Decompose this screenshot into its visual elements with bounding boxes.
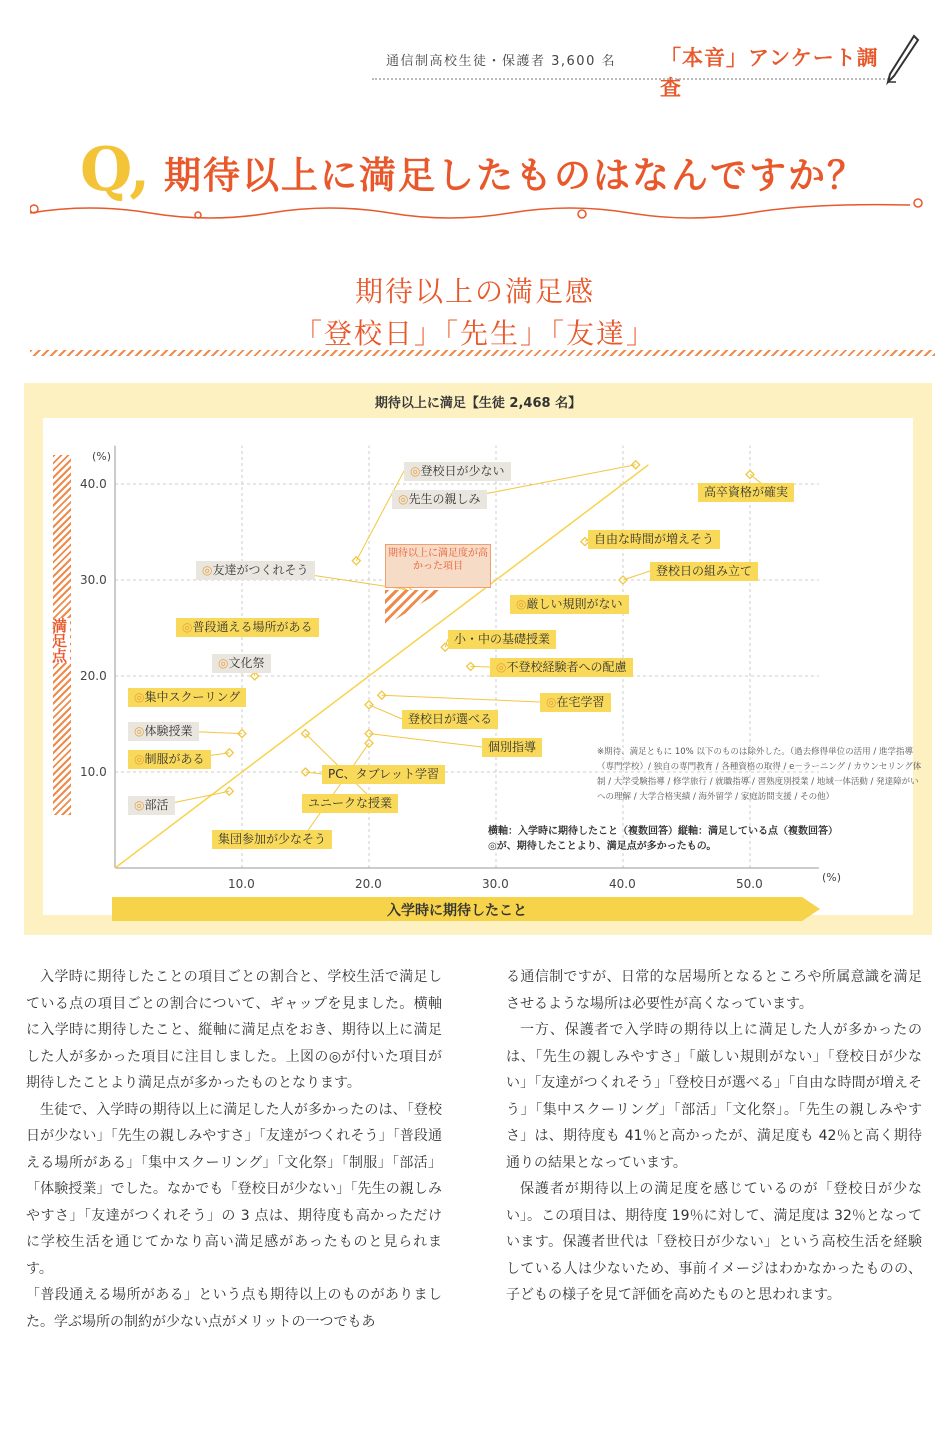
data-point-label-text: 登校日が選べる: [408, 712, 493, 726]
data-point-label-text: 登校日の組み立て: [656, 564, 753, 578]
marked-circle-icon: ◎: [182, 620, 193, 634]
data-point-label: [404, 462, 511, 481]
legend-line-2: ◎が、期待したことより、満足点が多かったもの。: [488, 841, 717, 852]
y-tick-label: 30.0: [80, 573, 107, 587]
article-paragraph: 生徒で、入学時の期待以上に満足した人が多かったのは、「登校日が少ない」「先生の親しみやすさ」「友達がつくれそう」「普段通える場所がある」「集中スクーリング」「文化祭」「制服」「部活」「体験授業」でした。なかでも「登校日が少ない」「先生の親しみやすさ」「友達がつくれそう」の 3 点は、期待度も高かっただけに学校生活を通じてかなり高い満足感があったものと見られます。: [26, 1101, 442, 1277]
data-point-label-text: 不登校経験者への配慮: [506, 660, 627, 674]
marked-circle-icon: ◎: [516, 597, 527, 611]
marked-circle-icon: ◎: [398, 492, 409, 506]
data-point-label: [128, 796, 175, 815]
label-leader-line: [471, 666, 490, 667]
header-title: 「本音」アンケート調査: [660, 46, 879, 100]
article-paragraph: 入学時に期待したことの項目ごとの割合と、学校生活で満足している点の項目ごとの割合について、ギャップを見ました。横軸に入学時に期待したこと、縦軸に満足点をおき、期待以上に満足した人が多かった項目に注目しました。上図の◎が付いた項目が期待したことより満足点が多かったものとなります。: [26, 969, 442, 1091]
article-paragraph: 「普段通える場所がある」という点も期待以上のものがありました。学ぶ場所の制約が少ない点がメリットの一つでもあ: [26, 1287, 442, 1330]
marked-circle-icon: ◎: [134, 690, 145, 704]
x-axis-label: 入学時に期待したこと: [387, 903, 527, 919]
data-point-label-text: 厳しい規則がない: [526, 597, 623, 611]
data-point-label: [196, 561, 315, 580]
chart-legend: [488, 824, 908, 854]
marked-circle-icon: ◎: [218, 656, 229, 670]
data-point-label-text: 体験授業: [144, 724, 193, 738]
summary-line-1: 期待以上の満足感: [354, 275, 595, 308]
data-point-label: [540, 693, 611, 712]
question-title: 期待以上に満足したものはなんですか？: [164, 154, 866, 197]
highlight-note: [385, 544, 491, 588]
data-point-label: [128, 688, 246, 707]
data-point-label-text: PC、タブレット学習: [328, 767, 440, 781]
data-point-label: [482, 738, 542, 757]
data-point-label-text: 自由な時間が増えそう: [594, 532, 715, 546]
x-tick-label: 30.0: [482, 877, 509, 891]
data-point-label-text: ユニークな授業: [308, 796, 393, 810]
data-point-label: [650, 562, 758, 581]
legend-line-1: 横軸：入学時に期待したこと（複数回答）縦軸：満足している点（複数回答）: [488, 826, 838, 837]
x-tick-label: 20.0: [355, 877, 382, 891]
data-point-label: [128, 750, 211, 769]
label-leader-line: [623, 571, 650, 580]
marked-circle-icon: ◎: [546, 695, 557, 709]
data-point-label: [698, 483, 794, 502]
x-axis-arrow: [802, 897, 820, 921]
label-leader-line: [382, 695, 540, 702]
marked-circle-icon: ◎: [134, 752, 145, 766]
data-point-label: [176, 618, 319, 637]
highlight-note-text: 期待以上に満足度が高かった項目: [388, 548, 488, 572]
x-tick-label: 10.0: [228, 877, 255, 891]
data-point-label: [510, 595, 629, 614]
label-leader-line: [369, 734, 482, 747]
data-point-label: [128, 722, 199, 741]
data-point-label-text: 集団参加が少なそう: [218, 832, 327, 846]
marked-circle-icon: ◎: [202, 563, 213, 577]
data-point-label: [402, 710, 498, 729]
article-paragraph: る通信制ですが、日常的な居場所となるところや所属意識を満足させるような場所は必要性が高くなっています。: [506, 969, 922, 1012]
article-left-column: [26, 964, 442, 1335]
y-tick-label: 10.0: [80, 765, 107, 779]
x-tick-label: 50.0: [736, 877, 763, 891]
summary-line-2: 「登校日」「先生」「友達」: [293, 317, 656, 350]
data-point-label-text: 先生の親しみ: [408, 492, 481, 506]
x-unit-label: (%): [822, 871, 842, 884]
y-unit-label: (%): [92, 450, 112, 463]
data-point-label-text: 文化祭: [228, 656, 265, 670]
data-point-label-text: 高卒資格が確実: [704, 485, 789, 499]
article-right-column: [506, 964, 922, 1309]
x-tick-label: 40.0: [609, 877, 636, 891]
data-point-label-text: 在宅学習: [556, 695, 605, 709]
y-tick-label: 40.0: [80, 477, 107, 491]
data-point-label-text: 部活: [144, 798, 169, 812]
question-letter: Q,: [80, 135, 151, 205]
data-point-label: [212, 654, 271, 673]
data-point-label-text: 制服がある: [144, 752, 205, 766]
data-point-label-text: 集中スクーリング: [144, 690, 241, 704]
data-point-label: [490, 658, 633, 677]
data-point-label-text: 小・中の基礎授業: [454, 632, 551, 646]
label-leader-line: [369, 705, 402, 719]
data-point-label: [588, 530, 720, 549]
marked-circle-icon: ◎: [134, 724, 145, 738]
data-point-label: [392, 490, 487, 509]
data-point-label-text: 友達がつくれそう: [212, 563, 309, 577]
marked-circle-icon: ◎: [410, 464, 421, 478]
data-point-label: [212, 830, 332, 849]
data-point-label: [322, 765, 445, 784]
chart-title: 期待以上に満足【生徒 2,468 名】: [374, 396, 582, 411]
y-axis-label: 満足点: [50, 618, 68, 663]
chart-footnote: ※期待、満足ともに 10% 以下のものは除外した。（過去修得単位の活用 / 進学指導（専門学校）/ 独自の専門教育 / 各種資格の取得 / e－ラーニング / カウンセリング体制 / 大学受験指導 / 修学旅行 / 就職指導 / 習熟度別授業 / 地域一体活動 / 発達障がいへの理解 / 大学合格実績 / 海外留学 / 家庭訪問支援 / その他）: [597, 747, 922, 802]
article-paragraph: 一方、保護者で入学時の期待以上に満足した人が多かったのは、「先生の親しみやすさ」「厳しい規則がない」「登校日が少ない」「友達がつくれそう」「登校日が選べる」「自由な時間が増えそう」「集中スクーリング」「部活」「文化祭」。「先生の親しみやすさ」は、期待度も 41％と高かったが、満足度も 42％と高く期待通りの結果となっています。: [506, 1022, 922, 1171]
article-paragraph: 保護者が期待以上の満足度を感じているのが「登校日が少ない」。この項目は、期待度 19％に対して、満足度は 32％となっています。保護者世代は「登校日が少ない」という高校生活を経験している人は少ないため、事前イメージはわかなかったものの、子どもの様子を見て評価を高めたものと思われます。: [506, 1181, 922, 1303]
data-point-label-text: 登校日が少ない: [420, 464, 505, 478]
label-leader-line: [302, 743, 369, 839]
data-point-label: [448, 630, 556, 649]
data-point-label: [302, 794, 398, 813]
data-point-label-text: 普段通える場所がある: [192, 620, 313, 634]
y-tick-label: 20.0: [80, 669, 107, 683]
marked-circle-icon: ◎: [134, 798, 145, 812]
header-subtitle: 通信制高校生徒・保護者 3,600 名: [386, 54, 616, 69]
marked-circle-icon: ◎: [496, 660, 507, 674]
data-point-label-text: 個別指導: [488, 740, 537, 754]
